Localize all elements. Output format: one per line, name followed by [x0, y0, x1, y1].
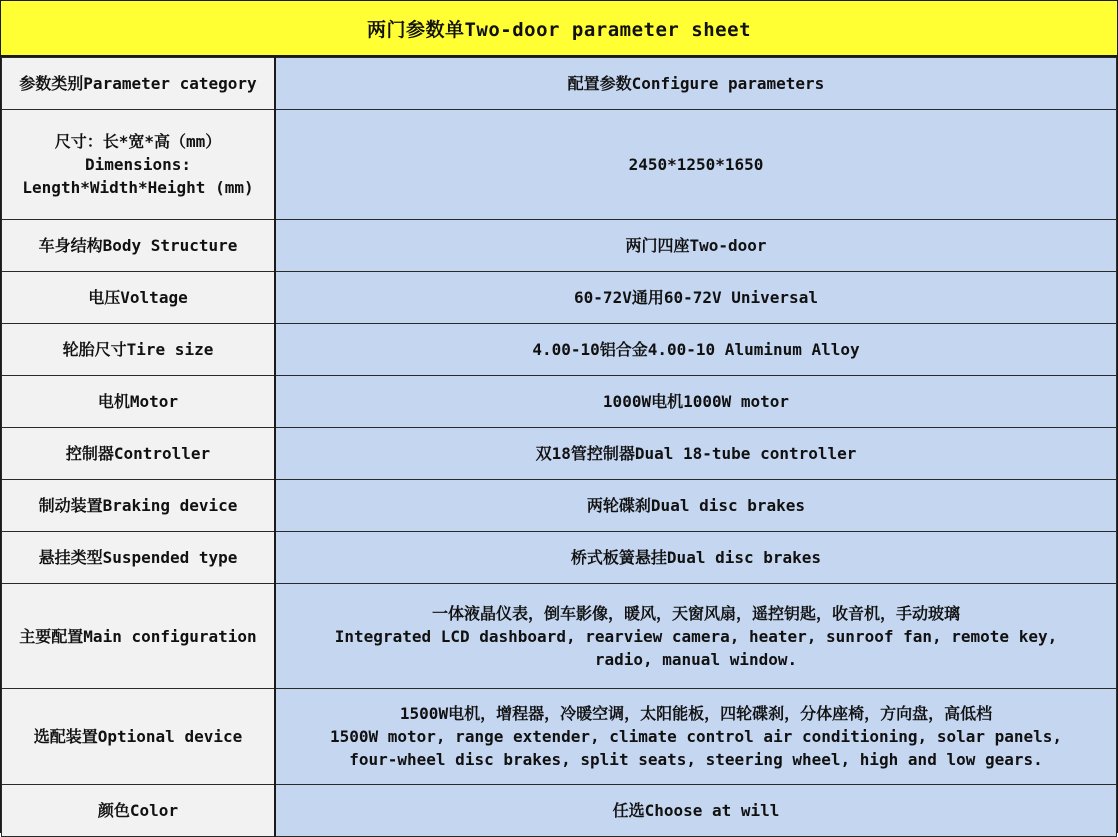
row-value: 4.00-10铝合金4.00-10 Aluminum Alloy: [275, 324, 1117, 376]
row-value: 双18管控制器Dual 18-tube controller: [275, 428, 1117, 480]
table-row: [2, 532, 1117, 584]
parameter-table: [1, 57, 1117, 837]
label-line: 尺寸：长*宽*高（mm）: [54, 132, 222, 151]
row-value: 两门四座Two-door: [275, 220, 1117, 272]
value-line: Integrated LCD dashboard, rearview camera, heater, sunroof fan, remote key,: [334, 626, 1058, 646]
value-line: four-wheel disc brakes, split seats, steering wheel, high and low gears.: [349, 750, 1043, 769]
row-label: 轮胎尺寸Tire size: [2, 324, 276, 376]
table-row: [2, 785, 1117, 837]
value-line: 一体液晶仪表，倒车影像，暖风，天窗风扇，遥控钥匙，收音机，手动玻璃: [431, 603, 960, 623]
row-label: 悬挂类型Suspended type: [2, 532, 276, 584]
row-label: 选配装置Optional device: [2, 689, 276, 785]
row-value: [275, 689, 1117, 785]
sheet-title: 两门参数单Two-door parameter sheet: [1, 1, 1117, 57]
table-row: [2, 324, 1117, 376]
table-row: [2, 689, 1117, 785]
row-label: 主要配置Main configuration: [2, 584, 276, 689]
table-row: [2, 272, 1117, 324]
table-row: [2, 480, 1117, 532]
row-label: 电压Voltage: [2, 272, 276, 324]
row-value: [275, 584, 1117, 689]
table-row: [2, 220, 1117, 272]
label-line: Dimensions:: [85, 155, 191, 174]
table-row: [2, 428, 1117, 480]
row-value: 任选Choose at will: [275, 785, 1117, 837]
value-line: radio, manual window.: [594, 649, 798, 669]
table-row: [2, 584, 1117, 689]
row-label: 参数类别Parameter category: [2, 58, 276, 110]
value-line: 1500W motor, range extender, climate control air conditioning, solar panels,: [329, 727, 1063, 746]
row-value: 2450*1250*1650: [275, 110, 1117, 220]
row-value: 1000W电机1000W motor: [275, 376, 1117, 428]
row-value: 配置参数Configure parameters: [275, 58, 1117, 110]
label-line: Length*Width*Height (mm): [22, 178, 254, 197]
table-row: [2, 58, 1117, 110]
row-label: [2, 110, 276, 220]
row-label: 车身结构Body Structure: [2, 220, 276, 272]
row-value: 60-72V通用60-72V Universal: [275, 272, 1117, 324]
table-row: [2, 376, 1117, 428]
row-label: 制动装置Braking device: [2, 480, 276, 532]
row-label: 电机Motor: [2, 376, 276, 428]
row-value: 两轮碟刹Dual disc brakes: [275, 480, 1117, 532]
row-value: 桥式板簧悬挂Dual disc brakes: [275, 532, 1117, 584]
row-label: 颜色Color: [2, 785, 276, 837]
value-line: 1500W电机，增程器，冷暖空调，太阳能板，四轮碟刹，分体座椅，方向盘，高低档: [399, 704, 993, 723]
row-label: 控制器Controller: [2, 428, 276, 480]
table-row: [2, 110, 1117, 220]
